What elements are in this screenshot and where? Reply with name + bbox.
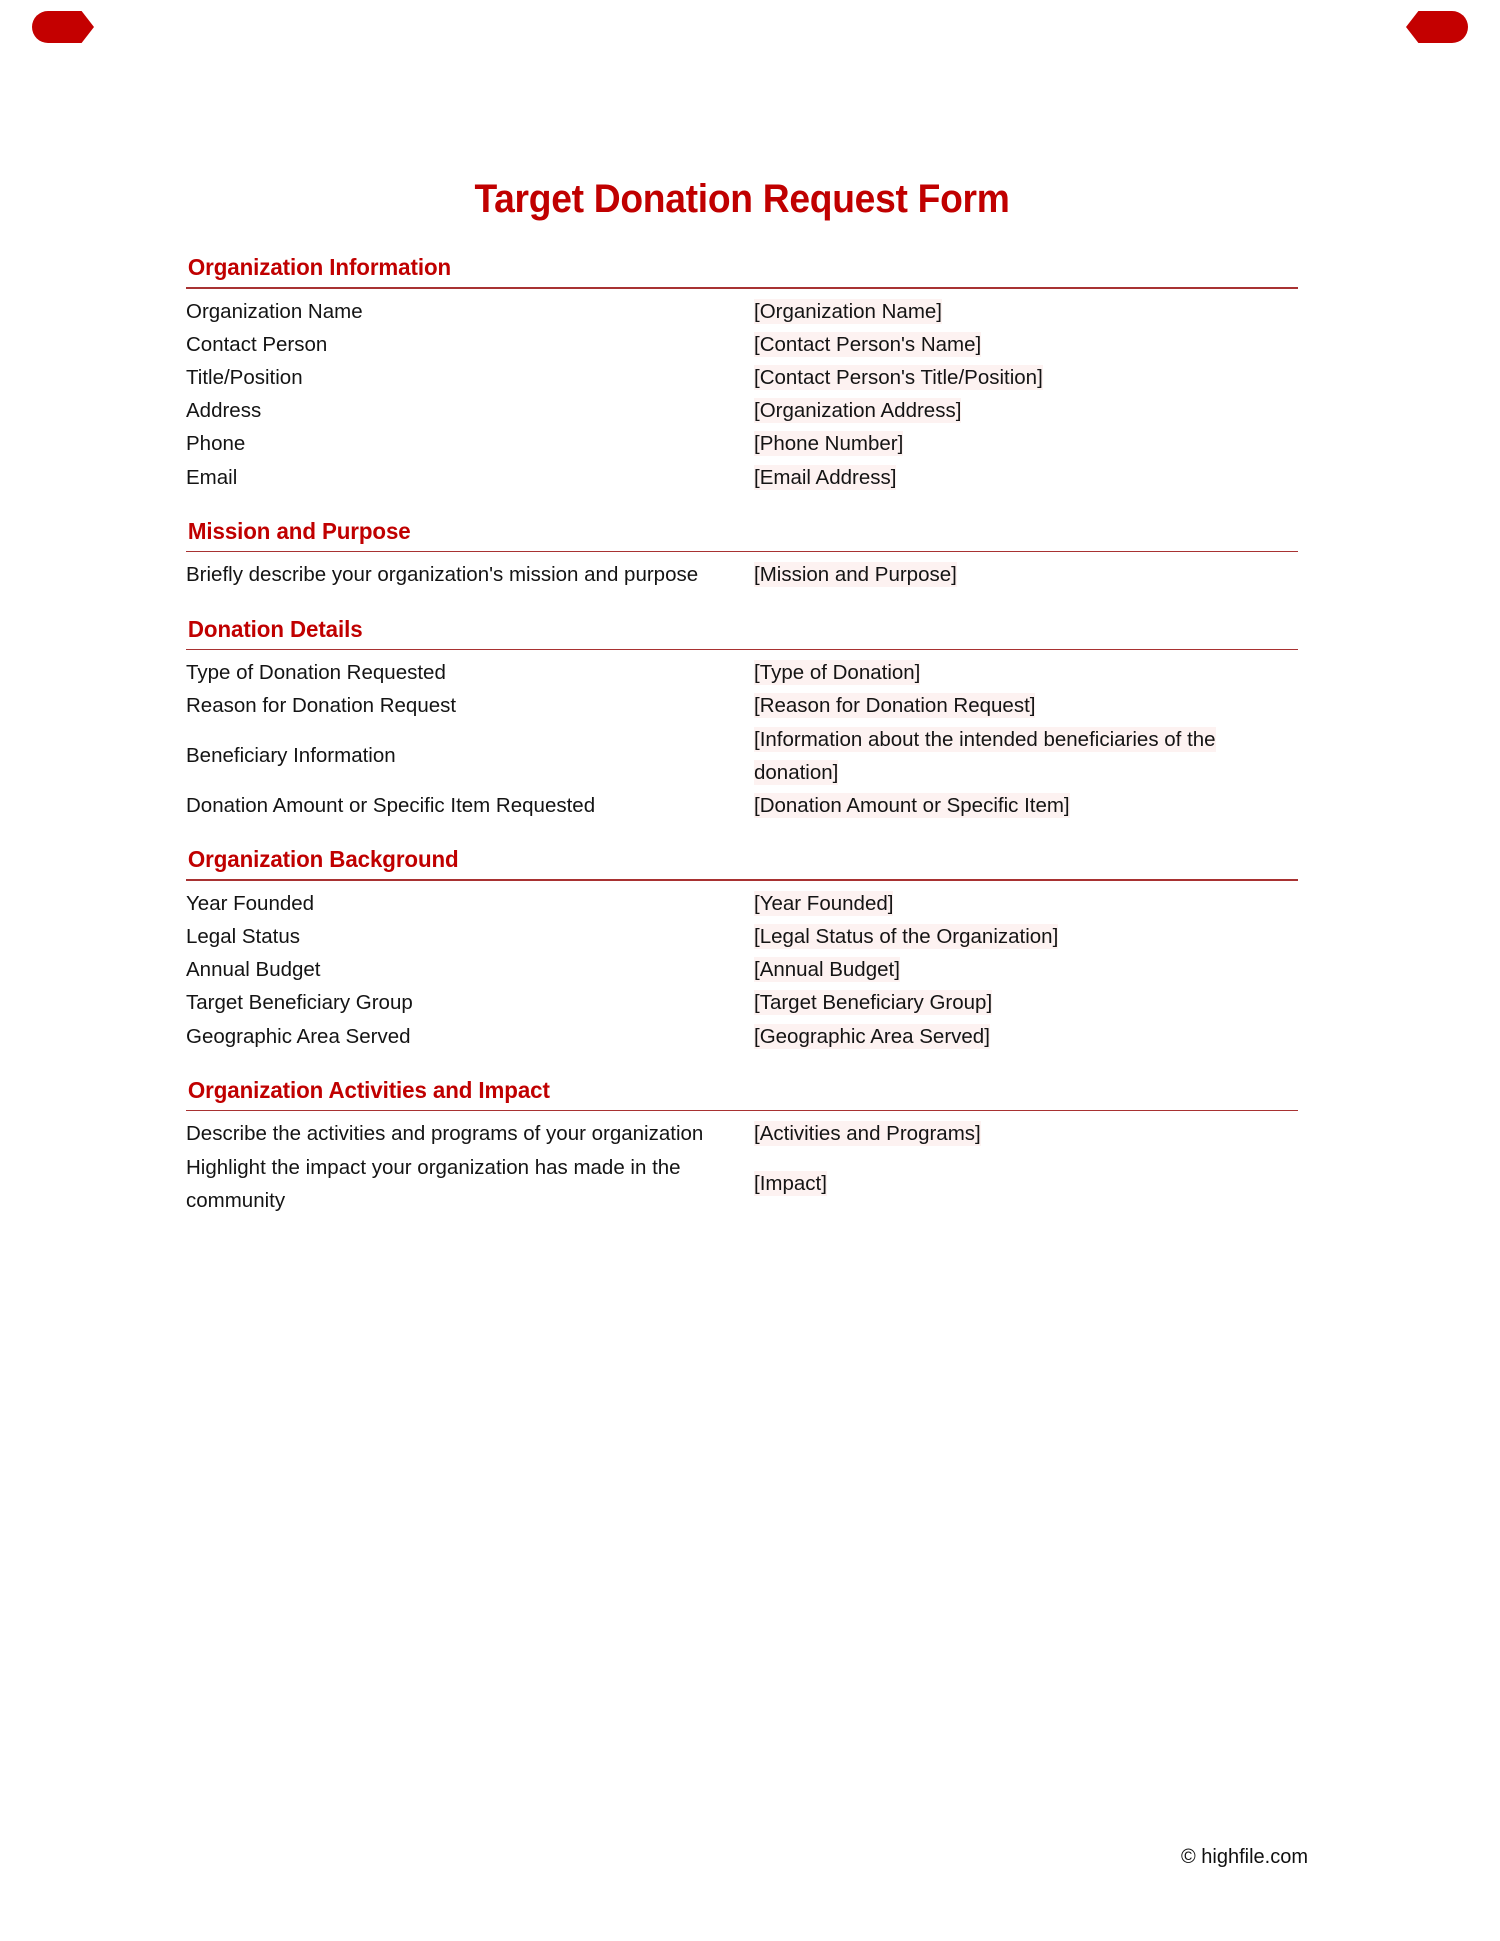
field-label: Highlight the impact your organization has made in the community	[186, 1155, 681, 1212]
form-section	[186, 616, 1298, 823]
form-table	[186, 558, 1298, 591]
form-row	[186, 953, 1298, 986]
section-divider	[186, 1110, 1298, 1112]
field-label: Email	[186, 465, 238, 489]
section-heading: Donation Details	[187, 615, 363, 642]
page-title: Target Donation Request Form	[474, 177, 1010, 221]
field-label: Legal Status	[186, 925, 300, 949]
field-value-cell[interactable]	[754, 953, 1298, 986]
field-value-cell[interactable]	[754, 986, 1298, 1019]
document-content	[186, 0, 1298, 1241]
footer-credit: © highfile.com	[1180, 1846, 1308, 1868]
form-row	[186, 1117, 1298, 1150]
field-label: Target Beneficiary Group	[186, 991, 413, 1015]
spacer	[186, 494, 1298, 518]
form-row	[186, 656, 1298, 689]
section-divider	[186, 551, 1298, 553]
form-section	[186, 1077, 1298, 1217]
form-sections	[186, 254, 1298, 1241]
form-row	[186, 1151, 1298, 1217]
field-value-cell[interactable]	[754, 1117, 1298, 1150]
form-row	[186, 461, 1298, 494]
field-value[interactable]: [Organization Address]	[754, 399, 962, 423]
field-value[interactable]: [Activities and Programs]	[754, 1122, 981, 1146]
field-value-cell[interactable]	[754, 1020, 1298, 1053]
form-row	[186, 723, 1298, 789]
field-label: Beneficiary Information	[186, 744, 396, 768]
field-value[interactable]: [Year Founded]	[754, 891, 894, 915]
form-row	[186, 920, 1298, 953]
field-value[interactable]: [Impact]	[754, 1172, 827, 1196]
field-label: Geographic Area Served	[186, 1024, 411, 1048]
section-heading: Organization Information	[187, 254, 452, 280]
field-label: Organization Name	[186, 299, 363, 323]
field-value-cell[interactable]	[754, 558, 1298, 591]
field-label: Describe the activities and programs of your organization	[186, 1122, 704, 1146]
form-table	[186, 887, 1298, 1053]
field-label: Title/Position	[186, 366, 303, 389]
spacer	[186, 592, 1298, 616]
field-label: Phone	[186, 432, 246, 456]
field-value[interactable]: [Legal Status of the Organization]	[754, 925, 1059, 949]
field-value-cell[interactable]	[754, 920, 1298, 953]
form-section	[186, 254, 1298, 494]
section-heading: Organization Background	[187, 846, 459, 873]
field-value-cell[interactable]	[754, 1151, 1298, 1217]
field-value-cell[interactable]	[754, 789, 1298, 822]
form-row	[186, 328, 1298, 361]
field-value-cell[interactable]	[754, 723, 1298, 789]
corner-decoration-left-icon	[32, 11, 94, 43]
field-value[interactable]: [Mission and Purpose]	[754, 563, 957, 587]
field-value[interactable]: [Reason for Donation Request]	[754, 694, 1036, 718]
form-row	[186, 789, 1298, 822]
form-row	[186, 361, 1298, 394]
spacer	[186, 222, 1298, 254]
form-section	[186, 846, 1298, 1053]
form-row	[186, 394, 1298, 427]
field-label: Year Founded	[186, 891, 315, 915]
field-value-cell[interactable]	[754, 427, 1298, 460]
spacer	[186, 1217, 1298, 1241]
corner-decoration-right-icon	[1406, 11, 1468, 43]
field-label: Reason for Donation Request	[186, 694, 457, 718]
form-row	[186, 427, 1298, 460]
field-value[interactable]: [Contact Person's Name]	[754, 332, 982, 356]
form-row	[186, 295, 1298, 328]
field-label: Donation Amount or Specific Item Requested	[186, 794, 596, 818]
field-value[interactable]: [Email Address]	[754, 465, 897, 489]
form-table	[186, 1117, 1298, 1217]
field-value-cell[interactable]	[754, 295, 1298, 328]
field-value-cell[interactable]	[754, 689, 1298, 722]
field-value-cell[interactable]	[754, 887, 1298, 920]
field-label: Contact Person	[186, 332, 328, 356]
form-row	[186, 887, 1298, 920]
form-row	[186, 986, 1298, 1019]
field-value[interactable]: [Annual Budget]	[754, 958, 900, 982]
field-value[interactable]: [Donation Amount or Specific Item]	[754, 794, 1070, 818]
field-value[interactable]: [Information about the intended beneficiaries of the donation]	[754, 727, 1216, 784]
field-value[interactable]: [Target Beneficiary Group]	[754, 991, 993, 1015]
field-label: Address	[186, 399, 262, 423]
spacer	[186, 1053, 1298, 1077]
form-row	[186, 689, 1298, 722]
section-divider	[186, 649, 1298, 651]
form-row	[186, 1020, 1298, 1053]
section-heading: Organization Activities and Impact	[187, 1076, 550, 1103]
form-row	[186, 558, 1298, 591]
field-label: Type of Donation Requested	[186, 661, 446, 685]
section-divider	[186, 879, 1298, 881]
field-value[interactable]: [Contact Person's Title/Position]	[754, 366, 1043, 389]
form-section	[186, 518, 1298, 592]
section-divider	[186, 287, 1298, 289]
field-label: Annual Budget	[186, 958, 321, 982]
form-table	[186, 295, 1298, 494]
spacer	[186, 822, 1298, 846]
field-label: Briefly describe your organization's mission and purpose	[186, 563, 699, 587]
field-value[interactable]: [Organization Name]	[754, 299, 943, 323]
field-value-cell[interactable]	[754, 328, 1298, 361]
field-value-cell[interactable]	[754, 461, 1298, 494]
field-value[interactable]: [Geographic Area Served]	[754, 1024, 990, 1048]
field-value[interactable]: [Type of Donation]	[754, 661, 921, 685]
form-table	[186, 656, 1298, 822]
field-value-cell[interactable]	[754, 361, 1298, 394]
field-value-cell[interactable]	[754, 394, 1298, 427]
section-heading: Mission and Purpose	[187, 517, 411, 544]
field-value[interactable]: [Phone Number]	[754, 432, 904, 456]
field-value-cell[interactable]	[754, 656, 1298, 689]
